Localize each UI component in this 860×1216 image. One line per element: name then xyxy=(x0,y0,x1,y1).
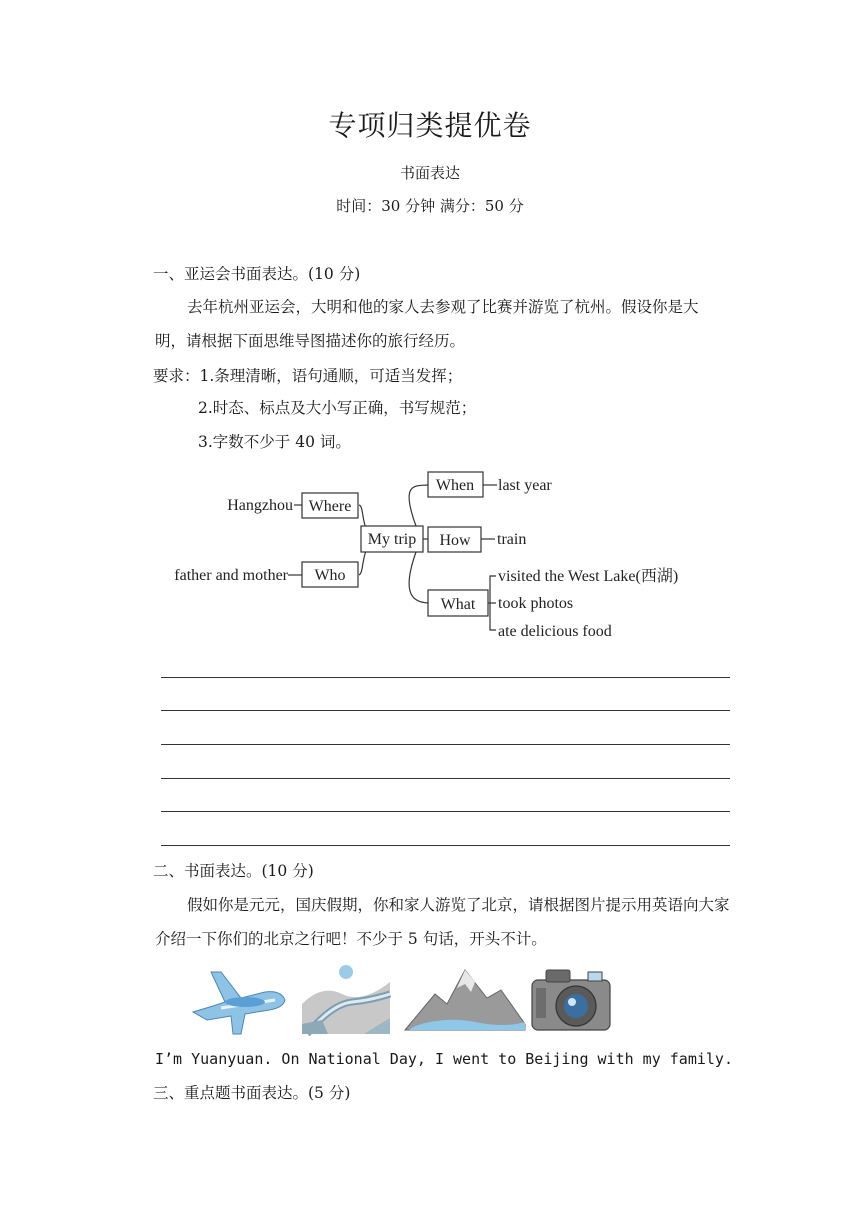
q1-requirement-1: 要求：1.条理清晰，语句通顺，可适当发挥； xyxy=(153,367,463,385)
center-label: My trip xyxy=(367,531,417,548)
how-label: How xyxy=(439,532,471,549)
writing-line-4[interactable] xyxy=(161,778,730,779)
when-value: last year xyxy=(498,477,552,494)
q2-intro: 假如你是元元，国庆假期，你和家人游览了北京，请根据图片提示用英语向大家介绍一下你们的北京之行吧！不少于 5 句话，开头不计。 xyxy=(155,896,730,948)
writing-line-5[interactable] xyxy=(161,811,730,812)
where-label: Where xyxy=(308,498,352,515)
what-label: What xyxy=(440,596,476,613)
airplane-icon xyxy=(193,972,285,1034)
q2-pictures xyxy=(185,964,615,1036)
page-title: 专项归类提优卷 xyxy=(328,109,532,142)
how-value: train xyxy=(497,531,527,548)
what-value-2: took photos xyxy=(498,595,574,612)
q1-requirement-3: 3.字数不少于 40 词。 xyxy=(198,433,351,451)
writing-line-2[interactable] xyxy=(161,710,730,711)
writing-line-1[interactable] xyxy=(161,677,730,678)
where-value: Hangzhou xyxy=(227,497,293,514)
writing-line-3[interactable] xyxy=(161,744,730,745)
who-label: Who xyxy=(314,567,346,584)
great-wall-icon xyxy=(302,964,390,1034)
mountain-icon xyxy=(405,970,525,1030)
who-value: father and mother xyxy=(174,567,288,584)
camera-icon xyxy=(532,970,610,1030)
q2-opening-sentence: I’m Yuanyuan. On National Day, I went to Beijing with my family. xyxy=(155,1050,733,1068)
q1-heading: 一、亚运会书面表达。(10 分) xyxy=(153,265,361,283)
what-value-3: ate delicious food xyxy=(498,623,612,640)
q3-heading: 三、重点题书面表达。(5 分) xyxy=(153,1084,351,1102)
q1-requirement-2: 2.时态、标点及大小写正确，书写规范； xyxy=(198,399,477,417)
mind-map xyxy=(160,462,720,647)
q1-intro: 去年杭州亚运会，大明和他的家人去参观了比赛并游览了杭州。假设你是大明，请根据下面思维导图描述你的旅行经历。 xyxy=(155,298,699,350)
exam-meta: 时间：30 分钟 满分：50 分 xyxy=(336,197,524,215)
writing-line-6[interactable] xyxy=(161,845,730,846)
what-value-1: visited the West Lake(西湖) xyxy=(498,568,679,585)
q2-heading: 二、书面表达。(10 分) xyxy=(153,862,314,880)
when-label: When xyxy=(435,477,475,494)
page-subtitle: 书面表达 xyxy=(399,164,460,182)
